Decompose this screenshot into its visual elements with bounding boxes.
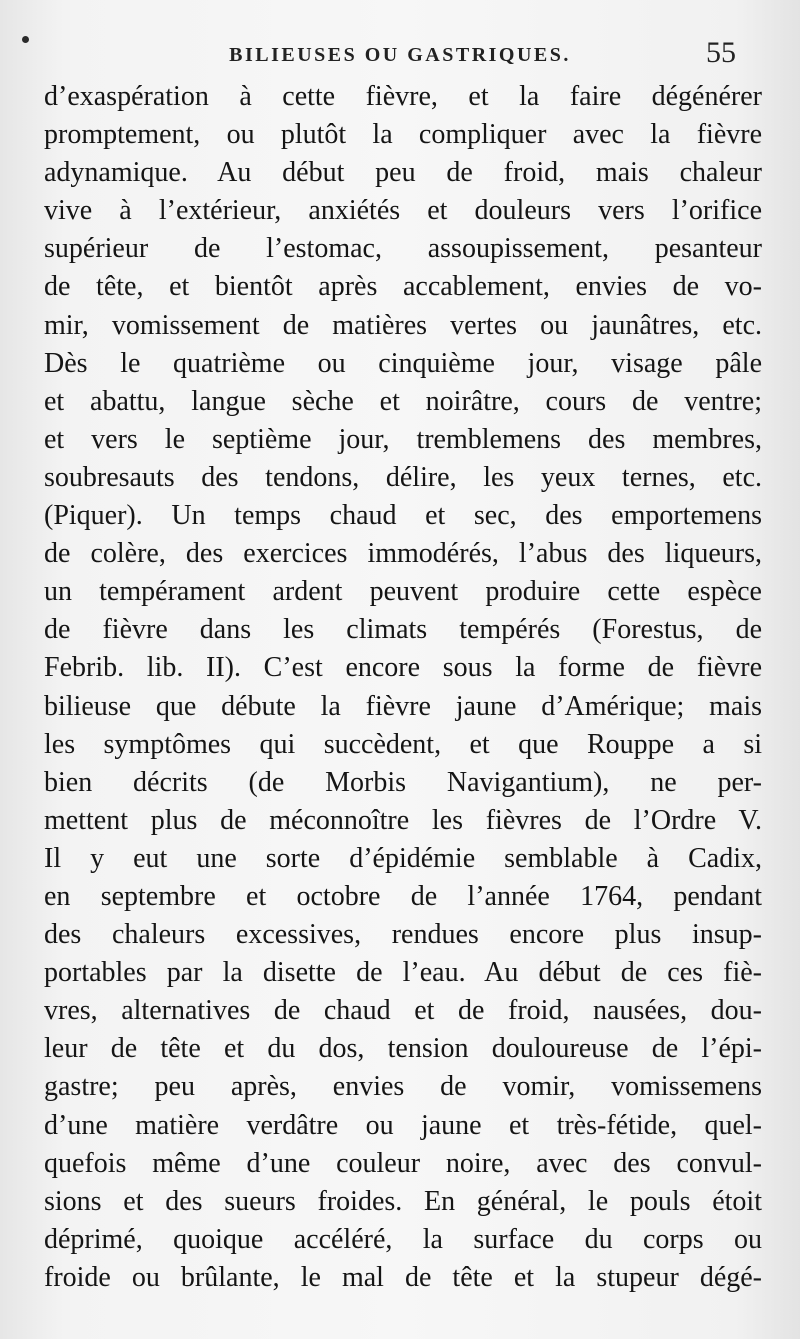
text-line: déprimé, quoique accéléré, la surface du corps ou xyxy=(44,1223,762,1255)
text-line: et abattu, langue sèche et noirâtre, cours de ventre; xyxy=(44,385,762,417)
text-line: adynamique. Au début peu de froid, mais chaleur xyxy=(44,157,762,189)
text-line: vive à l’extérieur, anxiétés et douleurs vers l’orifice xyxy=(44,195,762,227)
text-line: des chaleurs excessives, rendues encore plus insup- xyxy=(44,919,762,951)
text-line: supérieur de l’estomac, assoupissement, pesanteur xyxy=(44,233,762,265)
text-line: de fièvre dans les climats tempérés (Forestus, de xyxy=(44,614,762,646)
text-line: sions et des sueurs froides. En général, le pouls étoit xyxy=(44,1185,762,1217)
text-line: (Piquer). Un temps chaud et sec, des emportemens xyxy=(44,500,762,532)
text-line: les symptômes qui succèdent, et que Rouppe a si xyxy=(44,728,762,760)
text-line: d’exaspération à cette fièvre, et la faire dégénérer xyxy=(44,81,762,112)
text-line: gastre; peu après, envies de vomir, vomissemens xyxy=(44,1071,762,1103)
text-line: en septembre et octobre de l’année 1764, pendant xyxy=(44,880,762,912)
text-line: d’une matière verdâtre ou jaune et très-fétide, quel- xyxy=(44,1109,762,1141)
text-line: Febrib. lib. II). C’est encore sous la forme de fièvre xyxy=(44,652,762,684)
text-line: bilieuse que débute la fièvre jaune d’Amérique; mais xyxy=(44,690,762,722)
text-line: leur de tête et du dos, tension douloureuse de l’épi- xyxy=(44,1033,762,1065)
running-title: BILIEUSES OU GASTRIQUES. xyxy=(229,44,571,66)
text-line: vres, alternatives de chaud et de froid, nausées, dou- xyxy=(44,995,762,1027)
text-line: de tête, et bientôt après accablement, envies de vo- xyxy=(44,271,762,303)
text-line: et vers le septième jour, tremblemens des membres, xyxy=(44,423,762,455)
text-line: de colère, des exercices immodérés, l’abus des liqueurs, xyxy=(44,538,762,570)
running-head xyxy=(0,36,800,74)
text-line: bien décrits (de Morbis Navigantium), ne per- xyxy=(44,766,762,798)
page-number: 55 xyxy=(706,36,736,69)
text-line: soubresauts des tendons, délire, les yeux ternes, etc. xyxy=(44,461,762,493)
body-text xyxy=(44,78,762,1297)
text-line: portables par la disette de l’eau. Au début de ces fiè- xyxy=(44,957,762,989)
text-line: Il y eut une sorte d’épidémie semblable à Cadix, xyxy=(44,842,762,874)
text-line: promptement, ou plutôt la compliquer avec la fièvre xyxy=(44,119,762,151)
text-line: un tempérament ardent peuvent produire cette espèce xyxy=(44,576,762,608)
text-line: Dès le quatrième ou cinquième jour, visage pâle xyxy=(44,347,762,379)
text-line: froide ou brûlante, le mal de tête et la stupeur dégé- xyxy=(44,1261,762,1293)
text-line: mir, vomissement de matières vertes ou jaunâtres, etc. xyxy=(44,309,762,341)
text-line: mettent plus de méconnoître les fièvres de l’Ordre V. xyxy=(44,804,762,836)
text-line: quefois même d’une couleur noire, avec des convul- xyxy=(44,1147,762,1179)
